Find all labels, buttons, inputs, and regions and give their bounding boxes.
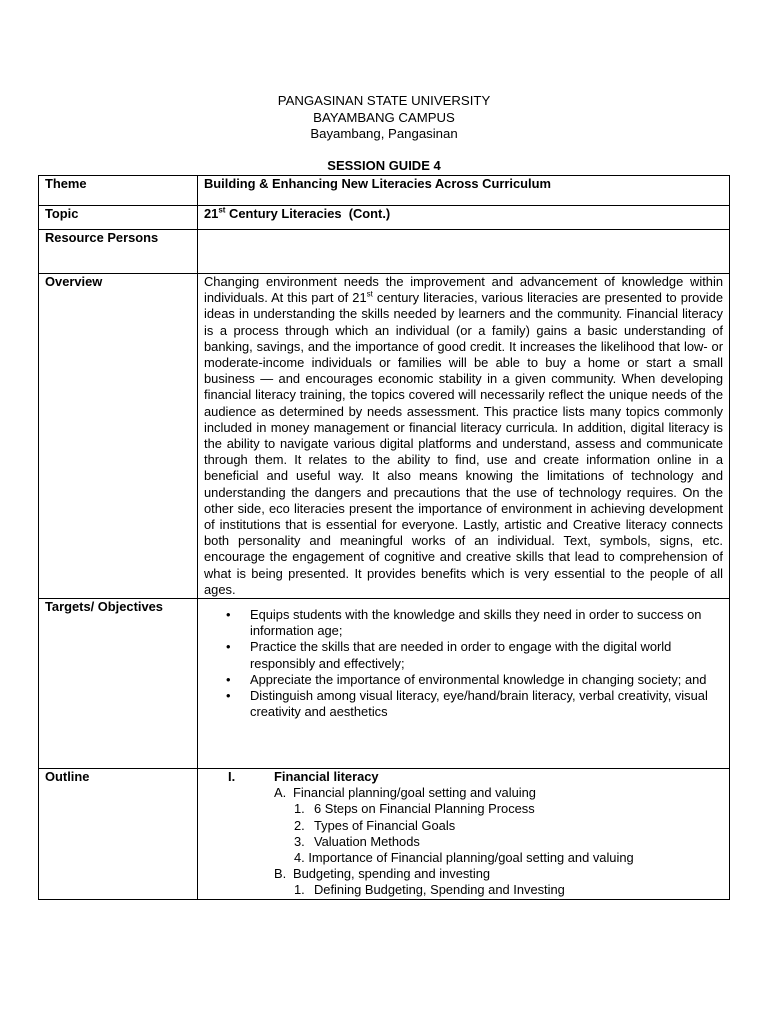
targets-value <box>198 599 730 769</box>
resource-persons-label: Resource Persons <box>39 230 198 274</box>
overview-row <box>39 274 730 599</box>
outline-list <box>204 769 723 899</box>
session-title: SESSION GUIDE 4 <box>327 158 441 173</box>
outline-subsection: B. Budgeting, spending and investing <box>274 866 491 882</box>
topic-row <box>39 206 730 230</box>
list-item: • Practice the skills that are needed in order to engage with the digital world responsibly and effectively; <box>250 639 723 671</box>
list-item: • Distinguish among visual literacy, eye/hand/brain literacy, verbal creativity, visual creativity and aesthetics <box>250 688 723 720</box>
theme-row <box>39 176 730 206</box>
overview-label: Overview <box>39 274 198 599</box>
overview-text: Changing environment needs the improvement and advancement of knowledge within individuals. At this part of 21st century literacies, various literacies are presented to provide ideas in understanding the skills needed by learners and the community. Financial literacy is a process through which an individual (or a family) gains a basic understanding of banking, savings, and the importance of good credit. It increases the likelihood that low- or moderate-income individuals or families will be able to buy a home or start a small business — and encourages economic stability in a given community. When developing financial literacy training, the topics covered will necessarily reflect the unique needs of the audience as determined by needs assessment. This practice lists many topics commonly included in money management or financial literacy curricula. In addition, digital literacy is the ability to navigate various digital platforms and understand, assess and communicate through them. It relates to the ability to find, use and create information online in a beneficial and useful way. It also means knowing the limitations of technology and understanding the dangers and precautions that the use of technology requires. On the other side, eco literacies present the importance of environment in achieving development of institutions that is essential for everyone. Lastly, artistic and Creative literacy connects both personality and meaningful works of an individual. Text, symbols, signs, etc. encourage the engagement of cognitive and creative skills that lead to comprehension of what is being presented. It provides benefits which is very essential to the people of all ages. <box>204 274 723 597</box>
topic-value: 21st Century Literacies (Cont.) <box>198 206 730 230</box>
outline-row <box>39 769 730 900</box>
list-item: 1. 6 Steps on Financial Planning Process <box>294 801 535 817</box>
outline-label: Outline <box>39 769 198 900</box>
list-item: 1. Defining Budgeting, Spending and Investing <box>294 882 565 898</box>
session-guide-table <box>38 175 730 900</box>
resource-persons-value <box>198 230 730 274</box>
list-item: 3. Valuation Methods <box>294 833 420 849</box>
topic-label: Topic <box>39 206 198 230</box>
list-item: 2. Types of Financial Goals <box>294 817 456 833</box>
outline-section: I. Financial literacy <box>228 769 379 785</box>
resource-persons-row <box>39 230 730 274</box>
list-item: • Equips students with the knowledge and skills they need in order to success on information age; <box>250 607 723 639</box>
targets-row <box>39 599 730 769</box>
outline-value <box>198 769 730 900</box>
theme-label: Theme <box>39 176 198 206</box>
objectives-list <box>204 607 723 720</box>
list-item: • Appreciate the importance of environmental knowledge in changing society; and <box>250 672 723 688</box>
document-header <box>0 93 768 143</box>
list-item: 4. Importance of Financial planning/goal setting and valuing <box>294 850 634 866</box>
university-name: PANGASINAN STATE UNIVERSITY <box>277 93 491 108</box>
campus-name: BAYAMBANG CAMPUS <box>313 109 455 125</box>
campus-location: Bayambang, Pangasinan <box>310 126 458 141</box>
targets-label: Targets/ Objectives <box>39 599 198 769</box>
overview-value <box>198 274 730 599</box>
theme-value: Building & Enhancing New Literacies Across Curriculum <box>198 176 730 206</box>
outline-subsection: A. Financial planning/goal setting and valuing <box>274 785 536 801</box>
